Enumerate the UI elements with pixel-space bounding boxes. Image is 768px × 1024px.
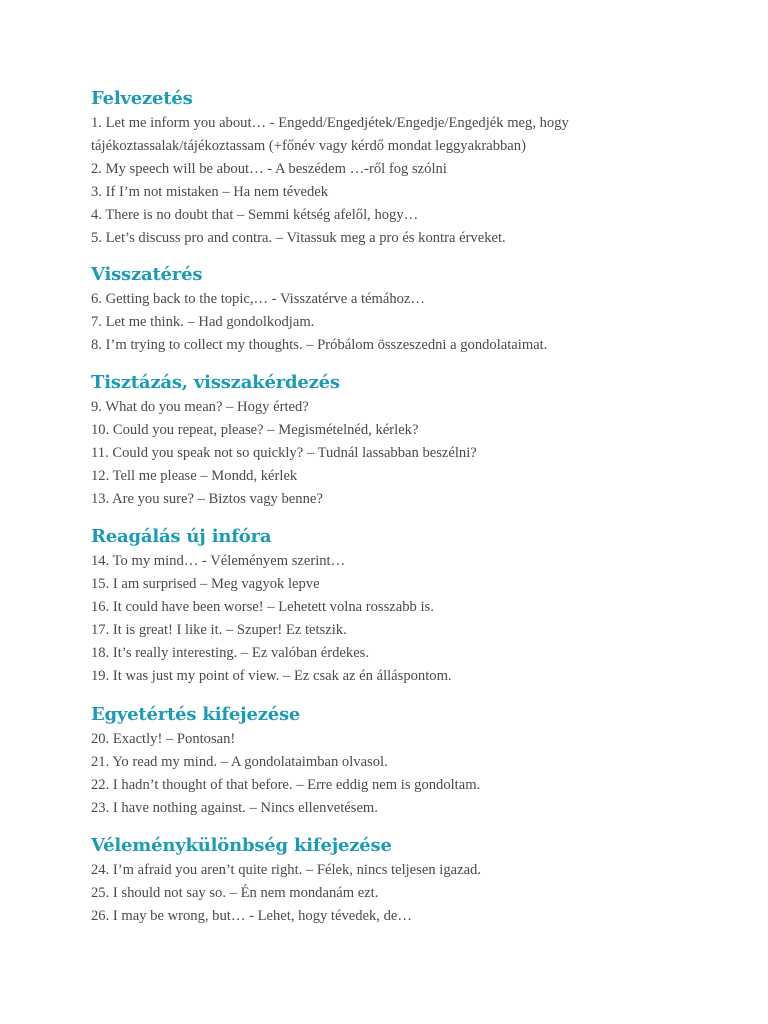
list-item: 14. To my mind… - Véleményem szerint… <box>91 553 346 569</box>
list-item: 1. Let me inform you about… - Engedd/Engedjétek/Engedje/Engedjék meg, hogy <box>91 115 569 131</box>
list-item: 9. What do you mean? – Hogy érted? <box>91 399 309 415</box>
list-item: 7. Let me think. – Had gondolkodjam. <box>91 314 315 330</box>
section-visszateres <box>91 262 711 357</box>
list-item: 8. I’m trying to collect my thoughts. – Próbálom összeszedni a gondolataimat. <box>91 337 548 353</box>
list-item: 23. I have nothing against. – Nincs ellenvetésem. <box>91 800 378 816</box>
section-reagalas <box>91 524 711 688</box>
list-item: 12. Tell me please – Mondd, kérlek <box>91 468 298 484</box>
section-tisztazas <box>91 370 711 511</box>
list-item: 10. Could you repeat, please? – Megismételnéd, kérlek? <box>91 422 419 438</box>
list-item: 19. It was just my point of view. – Ez csak az én álláspontom. <box>91 668 452 684</box>
list-item: 16. It could have been worse! – Lehetett volna rosszabb is. <box>91 599 434 615</box>
list-item: 17. It is great! I like it. – Szuper! Ez tetszik. <box>91 622 347 638</box>
section-velemenykulonbseg <box>91 833 711 928</box>
section-heading: Visszatérés <box>91 264 203 285</box>
list-item-continuation: tájékoztassalak/tájékoztassam (+főnév vagy kérdő mondat leggyakrabban) <box>91 138 526 154</box>
section-egyetertes <box>91 702 711 820</box>
document-page <box>91 86 711 928</box>
list-item: 18. It’s really interesting. – Ez valóban érdekes. <box>91 645 370 661</box>
list-item: 15. I am surprised – Meg vagyok lepve <box>91 576 320 592</box>
section-heading: Reagálás új infóra <box>91 526 272 547</box>
list-item: 13. Are you sure? – Biztos vagy benne? <box>91 491 323 507</box>
section-felvezetes <box>91 86 711 250</box>
list-item: 3. If I’m not mistaken – Ha nem tévedek <box>91 184 329 200</box>
section-heading: Egyetértés kifejezése <box>91 704 301 725</box>
list-item: 20. Exactly! – Pontosan! <box>91 731 236 747</box>
section-heading: Felvezetés <box>91 88 193 109</box>
list-item: 25. I should not say so. – Én nem mondanám ezt. <box>91 885 379 901</box>
list-item: 11. Could you speak not so quickly? – Tudnál lassabban beszélni? <box>91 445 477 461</box>
list-item: 24. I’m afraid you aren’t quite right. – Félek, nincs teljesen igazad. <box>91 862 481 878</box>
list-item: 6. Getting back to the topic,… - Visszatérve a témához… <box>91 291 426 307</box>
section-heading: Tisztázás, visszakérdezés <box>91 372 340 393</box>
list-item: 22. I hadn’t thought of that before. – Erre eddig nem is gondoltam. <box>91 777 481 793</box>
section-heading: Véleménykülönbség kifejezése <box>91 835 392 856</box>
list-item: 21. Yo read my mind. – A gondolataimban olvasol. <box>91 754 388 770</box>
list-item: 5. Let’s discuss pro and contra. – Vitassuk meg a pro és kontra érveket. <box>91 230 506 246</box>
list-item: 2. My speech will be about… - A beszédem …-ről fog szólni <box>91 161 447 177</box>
list-item: 4. There is no doubt that – Semmi kétség afelől, hogy… <box>91 207 419 223</box>
list-item: 26. I may be wrong, but… - Lehet, hogy tévedek, de… <box>91 908 412 924</box>
